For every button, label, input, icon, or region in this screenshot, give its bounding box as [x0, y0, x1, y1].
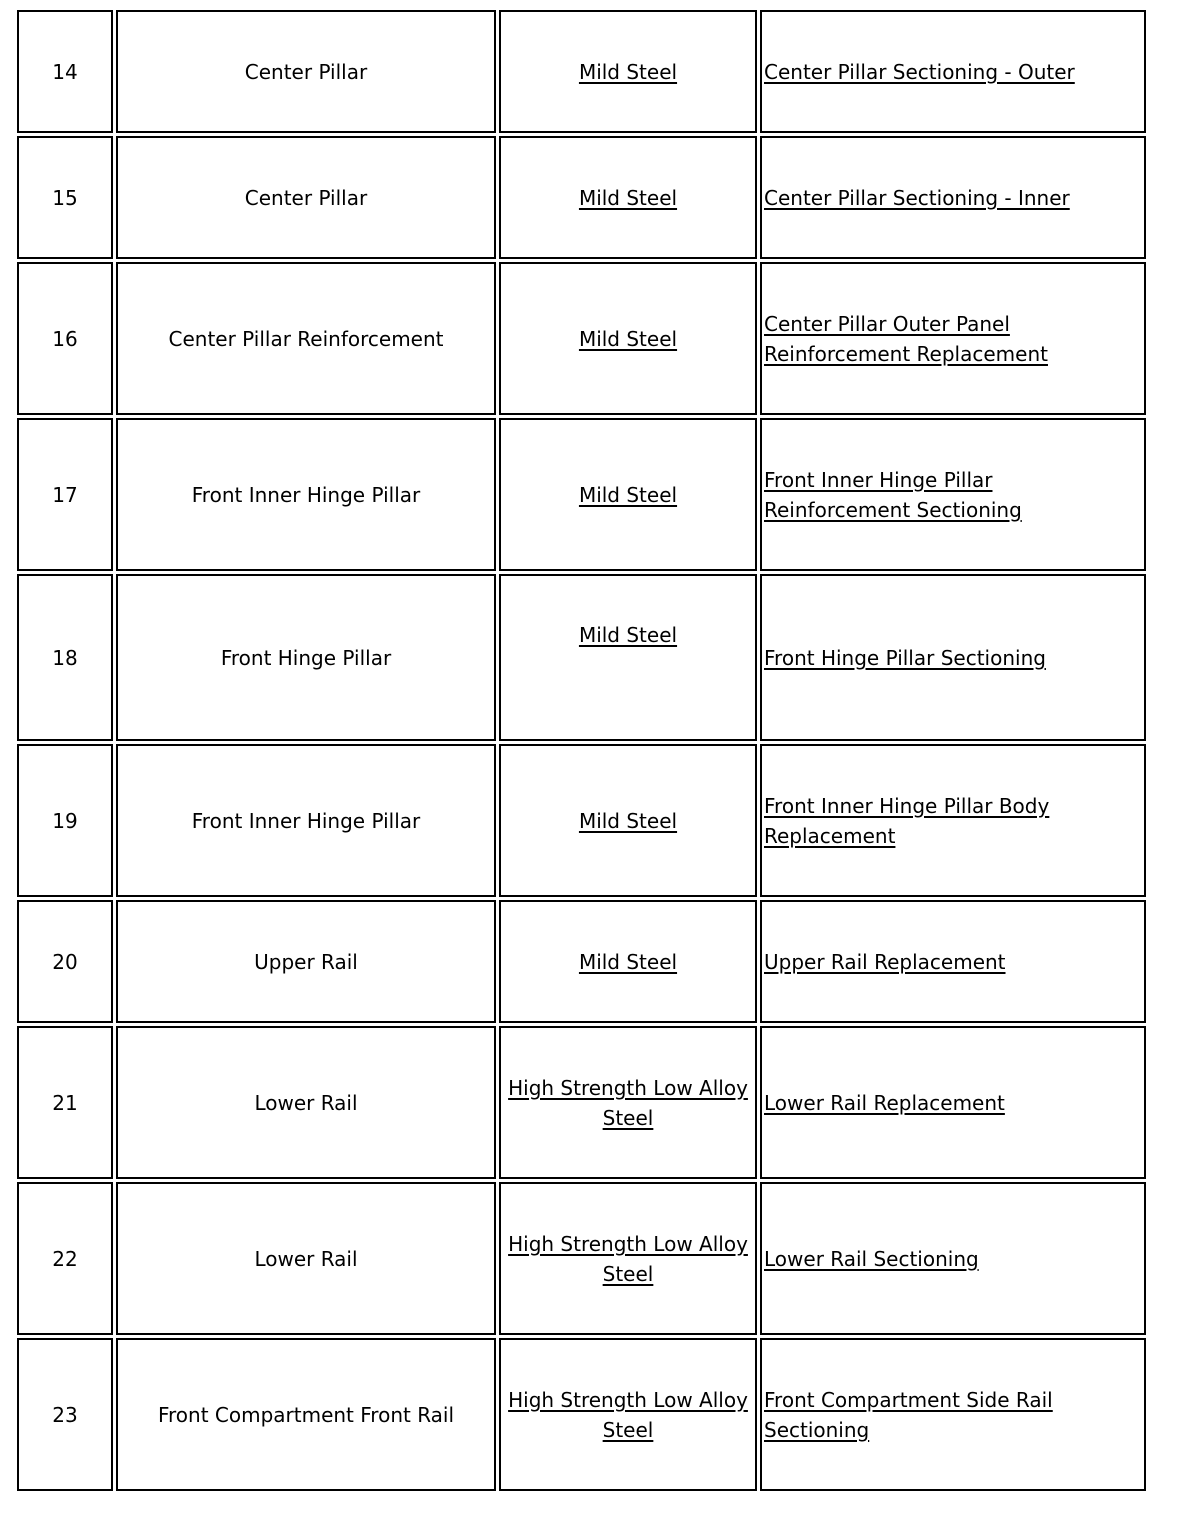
- row-number: 20: [17, 900, 113, 1023]
- row-number: 18: [17, 574, 113, 741]
- material-cell: [499, 574, 757, 741]
- parts-table: [14, 7, 1149, 1494]
- material-link[interactable]: Mild Steel: [578, 326, 678, 351]
- table-row: [17, 418, 1146, 571]
- material-cell: [499, 418, 757, 571]
- table-row: [17, 744, 1146, 897]
- table-row: [17, 574, 1146, 741]
- part-name: Front Inner Hinge Pillar: [116, 744, 496, 897]
- procedure-cell: [760, 418, 1146, 571]
- material-link[interactable]: High Strength Low Alloy Steel: [508, 1231, 748, 1286]
- part-name: Front Compartment Front Rail: [116, 1338, 496, 1491]
- material-cell: [499, 1026, 757, 1179]
- part-name: Upper Rail: [116, 900, 496, 1023]
- part-name: Center Pillar: [116, 10, 496, 133]
- material-cell: [499, 900, 757, 1023]
- material-link[interactable]: Mild Steel: [578, 59, 678, 84]
- material-cell: [499, 10, 757, 133]
- material-link[interactable]: High Strength Low Alloy Steel: [508, 1387, 748, 1442]
- procedure-cell: [760, 10, 1146, 133]
- material-cell: [499, 262, 757, 415]
- row-number: 21: [17, 1026, 113, 1179]
- procedure-cell: [760, 574, 1146, 741]
- row-number: 16: [17, 262, 113, 415]
- table-row: [17, 1182, 1146, 1335]
- part-name: Lower Rail: [116, 1026, 496, 1179]
- material-cell: [499, 136, 757, 259]
- procedure-cell: [760, 1338, 1146, 1491]
- row-number: 22: [17, 1182, 113, 1335]
- row-number: 14: [17, 10, 113, 133]
- procedure-link[interactable]: Center Pillar Sectioning - Inner: [764, 185, 1070, 210]
- row-number: 19: [17, 744, 113, 897]
- procedure-cell: [760, 262, 1146, 415]
- part-name: Front Hinge Pillar: [116, 574, 496, 741]
- material-link[interactable]: Mild Steel: [578, 623, 678, 647]
- material-link[interactable]: Mild Steel: [578, 185, 678, 210]
- procedure-link[interactable]: Lower Rail Sectioning: [764, 1246, 979, 1271]
- procedure-link[interactable]: Front Inner Hinge Pillar Reinforcement Sectioning: [764, 467, 1022, 522]
- procedure-link[interactable]: Center Pillar Sectioning - Outer: [764, 59, 1075, 84]
- material-link[interactable]: Mild Steel: [578, 482, 678, 507]
- procedure-link[interactable]: Upper Rail Replacement: [764, 949, 1006, 974]
- table-row: [17, 1338, 1146, 1491]
- part-name: Center Pillar: [116, 136, 496, 259]
- table-row: [17, 10, 1146, 133]
- procedure-link[interactable]: Lower Rail Replacement: [764, 1090, 1005, 1115]
- part-name: Center Pillar Reinforcement: [116, 262, 496, 415]
- material-link[interactable]: High Strength Low Alloy Steel: [508, 1075, 748, 1130]
- material-link[interactable]: Mild Steel: [578, 808, 678, 833]
- material-cell: [499, 1338, 757, 1491]
- procedure-link[interactable]: Front Hinge Pillar Sectioning: [764, 645, 1046, 670]
- procedure-cell: [760, 900, 1146, 1023]
- row-number: 15: [17, 136, 113, 259]
- table-row: [17, 1026, 1146, 1179]
- row-number: 23: [17, 1338, 113, 1491]
- material-cell: [499, 744, 757, 897]
- row-number: 17: [17, 418, 113, 571]
- part-name: Front Inner Hinge Pillar: [116, 418, 496, 571]
- part-name: Lower Rail: [116, 1182, 496, 1335]
- procedure-cell: [760, 744, 1146, 897]
- table-row: [17, 900, 1146, 1023]
- procedure-link[interactable]: Front Compartment Side Rail Sectioning: [764, 1387, 1053, 1442]
- material-link[interactable]: Mild Steel: [578, 949, 678, 974]
- table-row: [17, 262, 1146, 415]
- material-cell: [499, 1182, 757, 1335]
- procedure-cell: [760, 1182, 1146, 1335]
- procedure-cell: [760, 1026, 1146, 1179]
- table-row: [17, 136, 1146, 259]
- procedure-link[interactable]: Center Pillar Outer Panel Reinforcement Replacement: [764, 311, 1048, 366]
- procedure-cell: [760, 136, 1146, 259]
- procedure-link[interactable]: Front Inner Hinge Pillar Body Replacement: [764, 793, 1050, 848]
